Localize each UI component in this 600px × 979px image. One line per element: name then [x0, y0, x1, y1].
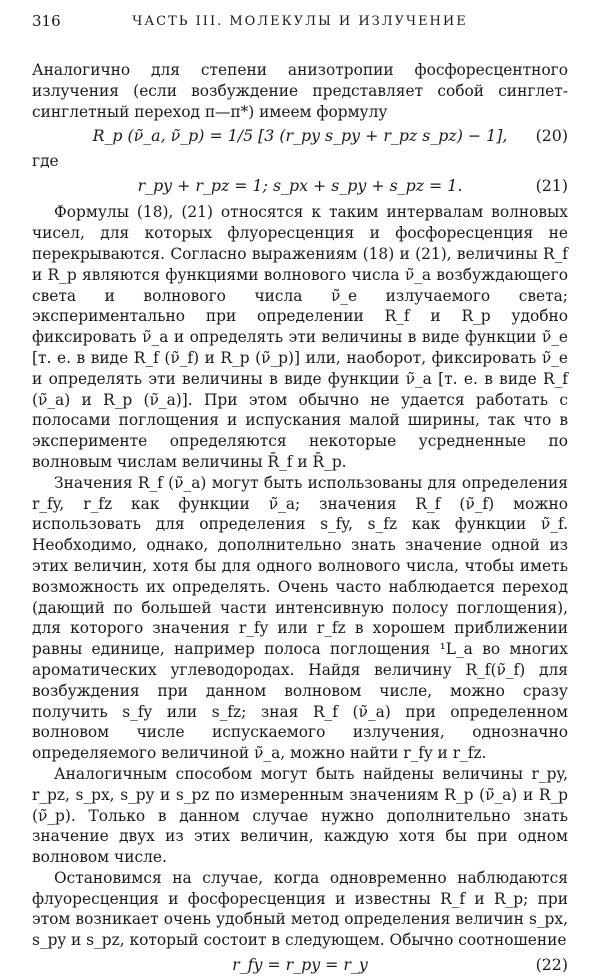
paragraph-1: Аналогично для степени анизотропии фосфоресцентного излучения (если возбуждение представляет собой синглет-синглетный переход π—π*) имеем формулу [32, 61, 568, 121]
word-where: где [32, 152, 59, 171]
paragraph-5: Остановимся на случае, когда одновременно наблюдаются флуоресценция и фосфоресценция и известны R_f и R_p; при этом возникает очень удобный метод определения величин s_px, s_py и s_pz, который состоит в следующем. Обычно соотношение [32, 868, 568, 950]
equation-21-formula: r_py + r_pz = 1; s_px + s_py + s_pz = 1. [137, 176, 463, 196]
equation-22-formula: r_fy = r_py = r_y [232, 955, 368, 975]
equation-20 [32, 122, 568, 150]
running-header [32, 12, 568, 34]
equation-21 [32, 172, 568, 202]
page-number: 316 [32, 12, 61, 30]
running-title: ЧАСТЬ III. МОЛЕКУЛЫ И ИЗЛУЧЕНИЕ [132, 14, 468, 29]
equation-20-number: (20) [535, 126, 568, 146]
equation-21-number: (21) [535, 176, 568, 196]
paragraph-4: Аналогичным способом могут быть найдены величины r_py, r_pz, s_px, s_py и s_pz по измеренным значениям R_p (ν̃_a) и R_p (ν̃_p). Только в данном случае нужно дополнительно знать значение двух из этих величин, каждую хотя бы при одном волновом числе. [32, 764, 568, 867]
equation-22-number: (22) [535, 955, 568, 975]
paragraph-2: Формулы (18), (21) относятся к таким интервалам волновых чисел, для которых флуоресценция и фосфоресценция не перекрываются. Согласно выражениям (18) и (21), величины R_f и R_p являются функциями волнового числа ν̃_a возбуждающего света и волнового числа ν̃_e излучаемого света; экспериментально при определении R_f и R_p удобно фиксировать ν̃_a и определять эти величины в виде функции ν̃_e [т. е. в виде R_f (ν̃_f) и R_p (ν̃_p)] или, наоборот, фиксировать ν̃_e и определять эти величины в виде функции ν̃_a [т. е. в виде R_f (ν̃_a) и R_p (ν̃_a)]. При этом обычно не удается работать с полосами поглощения и испускания малой ширины, так что в эксперименте определяются некоторые усредненные по волновым числам величины R̄_f и R̄_p. [32, 203, 568, 471]
page-body [32, 60, 568, 979]
paragraph-3: Значения R_f (ν̃_a) могут быть использованы для определения r_fy, r_fz как функции ν̃_a; значения R_f (ν̃_f) можно использовать для определения s_fy, s_fz как функции ν̃_f. Необходимо, однако, дополнительно знать значение одной из этих величин, хотя бы для одного волнового числа, чтобы иметь возможность их определять. Очень часто наблюдается переход (дающий по большей части интенсивную полосу поглощения), для которого значения r_fy или r_fz в хорошем приближении равны единице, например полоса поглощения ¹L_a во многих ароматических углеводородах. Найдя величину R_f(ν̃_f) для возбуждения при данном волновом числе, можно сразу получить s_fy или s_fz; зная R_f (ν̃_a) при определенном волновом числе испускаемого излучения, однозначно определяемого величиной ν̃_a, можно найти r_fy и r_fz. [32, 473, 568, 763]
equation-20-formula: R_p (ν̃_a, ν̃_p) = 1/5 [3 (r_py s_py + r_pz s_pz) − 1], [92, 126, 508, 146]
equation-22 [32, 951, 568, 979]
